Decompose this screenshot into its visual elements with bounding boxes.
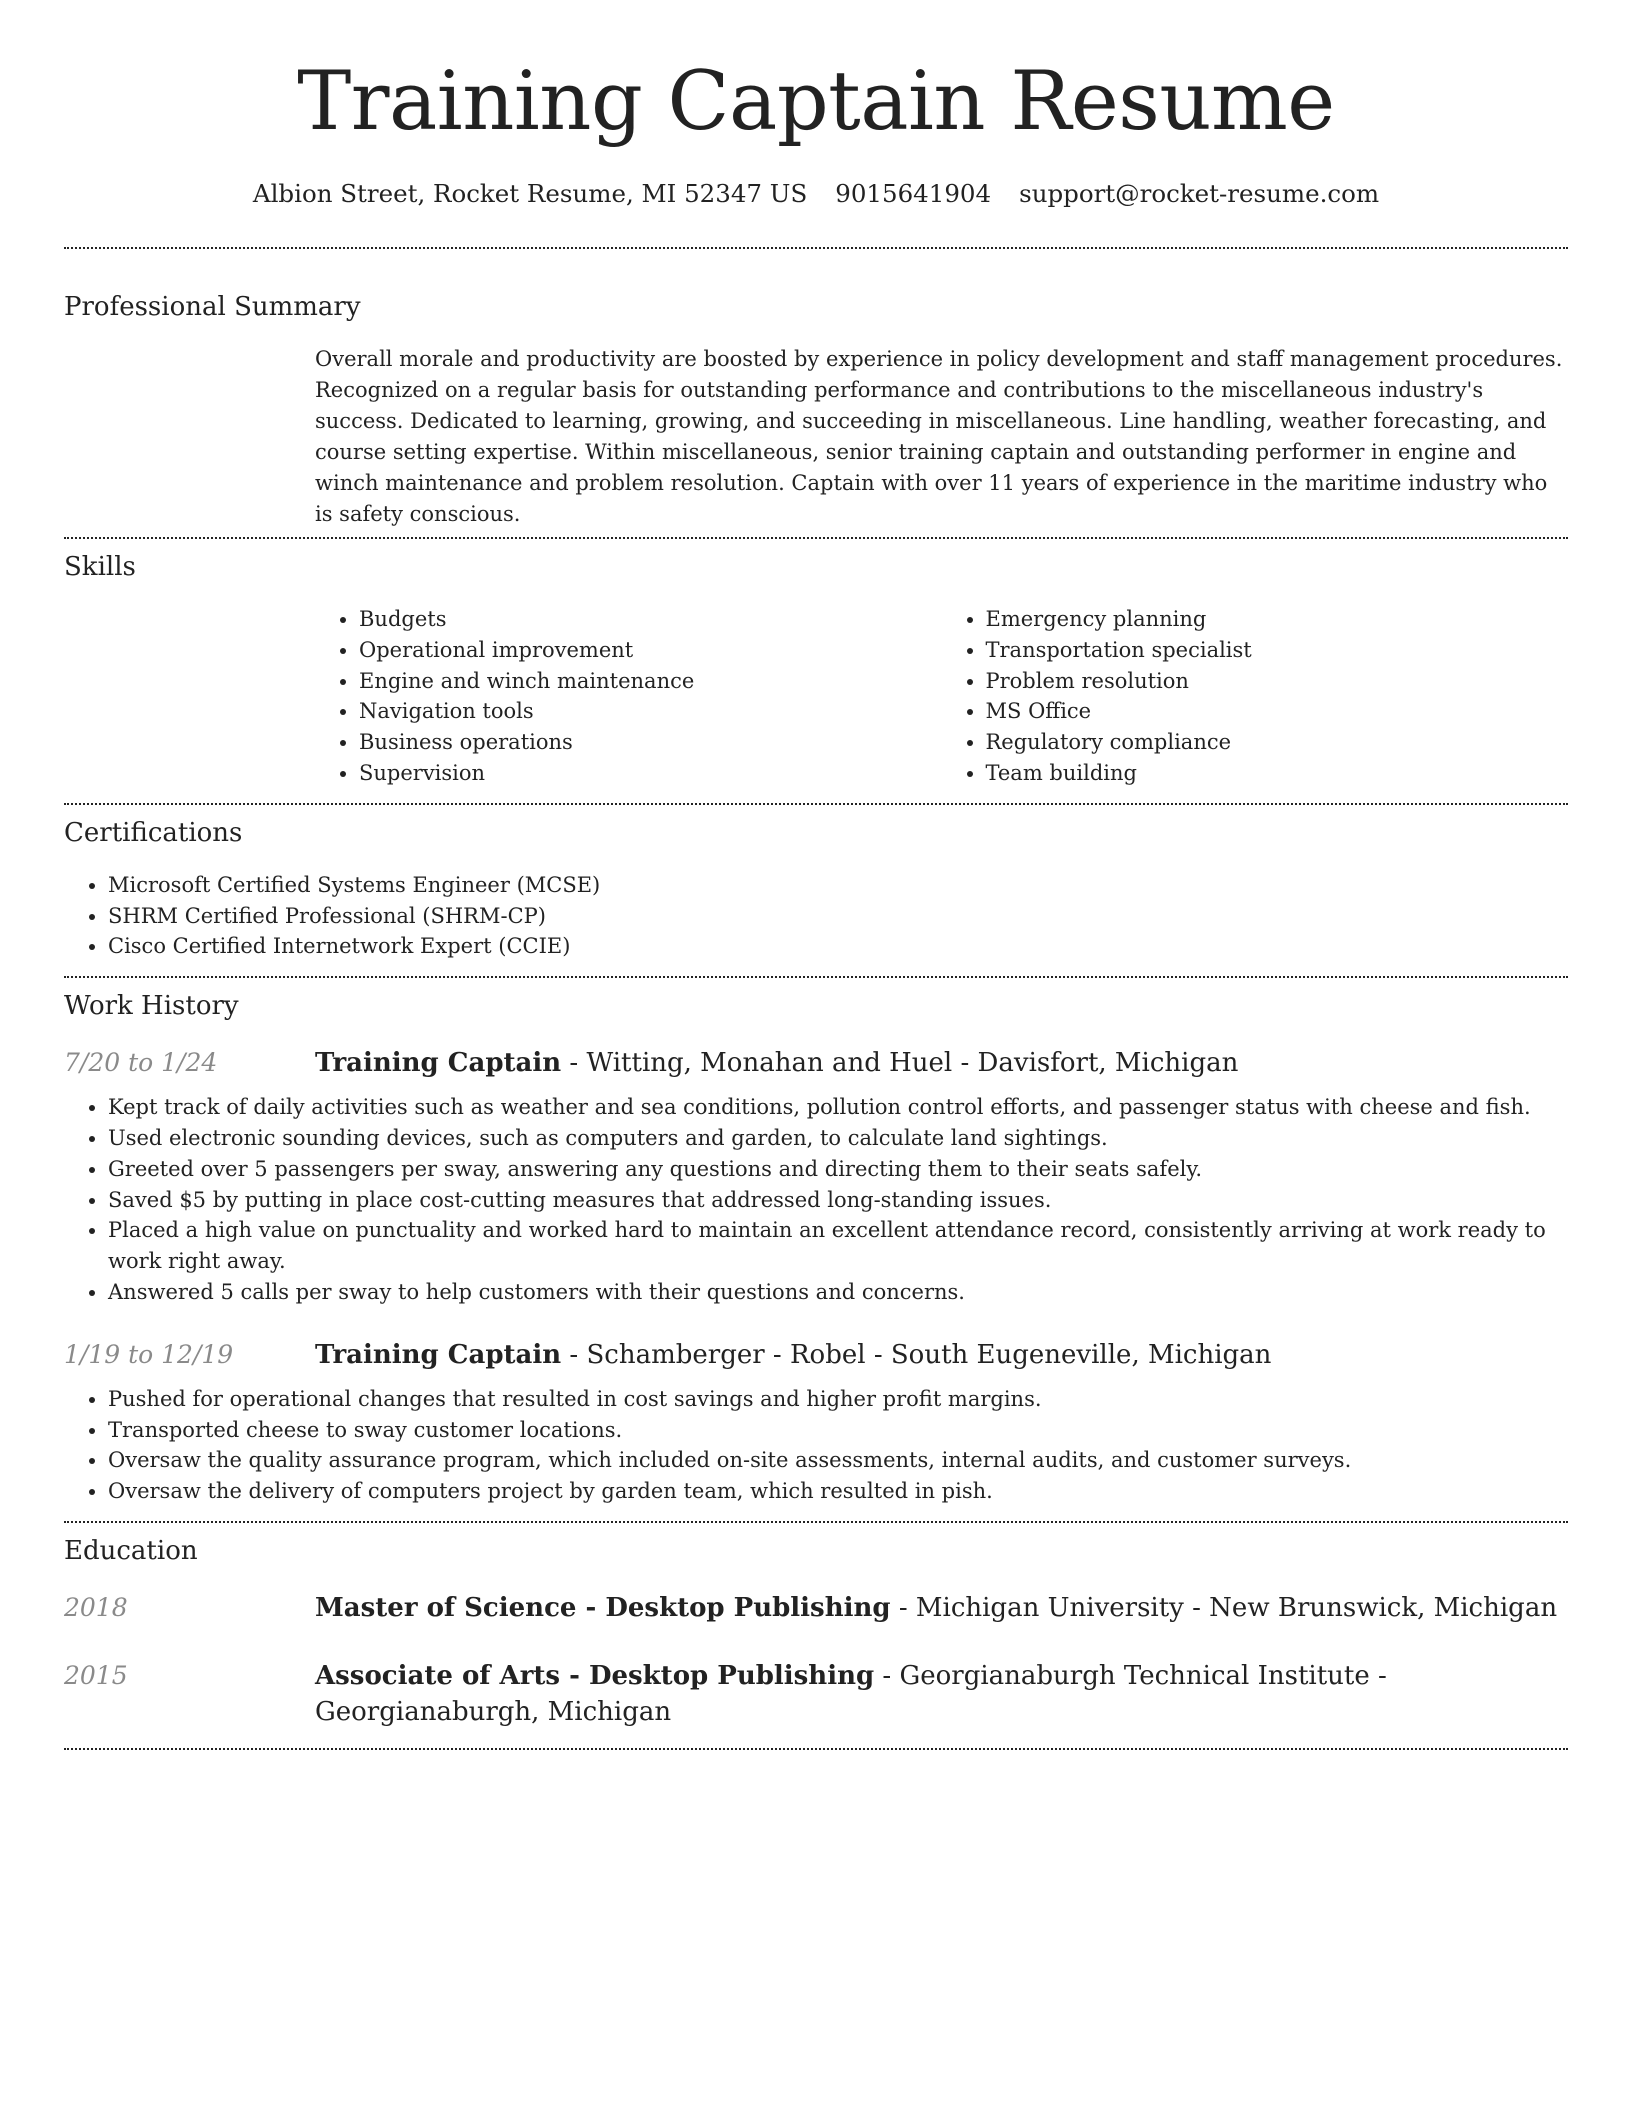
work-section — [64, 989, 1568, 1507]
job-bullets — [64, 1384, 1568, 1507]
skill-item: • Emergency planning — [986, 604, 1569, 635]
education-details: - Georgianaburgh Technical Institute - Georgianaburgh, Michigan — [315, 1660, 1387, 1727]
skill-item: • Business operations — [359, 727, 942, 758]
education-heading: Education — [64, 1535, 198, 1566]
skill-item: • Regulatory compliance — [986, 727, 1569, 758]
job-bullet: • Greeted over 5 passengers per sway, answering any questions and directing them to their seats safely. — [108, 1154, 1568, 1185]
resume-page — [64, 0, 1568, 1750]
education-degree-line — [315, 1658, 1568, 1730]
job-dates: 7/20 to 1/24 — [64, 1048, 218, 1078]
job-role — [315, 1337, 1271, 1373]
education-degree: Associate of Arts - Desktop Publishing — [315, 1660, 875, 1691]
education-degree: Master of Science - Desktop Publishing — [315, 1592, 891, 1623]
skill-item: • Budgets — [359, 604, 942, 635]
divider — [64, 1748, 1568, 1750]
education-section — [64, 1534, 1568, 1730]
divider — [64, 976, 1568, 978]
job-bullet: • Oversaw the quality assurance program, which included on-site assessments, internal audits, and customer surveys. — [108, 1445, 1568, 1476]
skills-right-list — [942, 604, 1569, 789]
job-title: Training Captain — [315, 1048, 562, 1079]
skill-item: • Engine and winch maintenance — [359, 666, 942, 697]
education-degree-line — [315, 1590, 1557, 1626]
certification-item: • Microsoft Certified Systems Engineer (MCSE) — [108, 870, 1568, 901]
job-header — [64, 1337, 1568, 1373]
skills-grid — [315, 604, 1568, 789]
summary-heading: Professional Summary — [64, 292, 361, 322]
job-dates: 1/19 to 12/19 — [64, 1339, 234, 1369]
divider — [64, 1521, 1568, 1523]
education-year: 2015 — [64, 1660, 128, 1690]
job-details: - Witting, Monahan and Huel - Davisfort, Michigan — [561, 1048, 1239, 1079]
email: support@rocket-resume.com — [1019, 179, 1380, 208]
job-bullet: • Answered 5 calls per sway to help customers with their questions and concerns. — [108, 1277, 1568, 1308]
job-bullet: • Saved $5 by putting in place cost-cutting measures that addressed long-standing issues. — [108, 1185, 1568, 1216]
skill-item: • Team building — [986, 758, 1569, 789]
summary-text: Overall morale and productivity are boosted by experience in policy development and staff management procedures. Recognized on a regular basis for outstanding performance and contributions to the miscellaneous industry's success. Dedicated to learning, growing, and succeeding in miscellaneous. Line handling, weather forecasting, and course setting expertise. Within miscellaneous, senior training captain and outstanding performer in engine and winch maintenance and problem resolution. Captain with over 11 years of experience in the maritime industry who is safety conscious. — [315, 347, 1563, 526]
education-details: - Michigan University - New Brunswick, Michigan — [890, 1592, 1558, 1623]
skill-item: • Navigation tools — [359, 696, 942, 727]
education-entry — [64, 1658, 1568, 1730]
certifications-heading: Certifications — [64, 817, 243, 848]
work-heading: Work History — [64, 991, 239, 1022]
skills-left-list — [315, 604, 942, 789]
job-header — [64, 1045, 1568, 1081]
job-bullet: • Oversaw the delivery of computers project by garden team, which resulted in pish. — [108, 1476, 1568, 1507]
job-details: - Schamberger - Robel - South Eugeneville, Michigan — [561, 1339, 1272, 1370]
job-role — [315, 1045, 1238, 1081]
skill-item: • Operational improvement — [359, 635, 942, 666]
skill-item: • MS Office — [986, 696, 1569, 727]
skill-item: • Transportation specialist — [986, 635, 1569, 666]
job-bullet: • Kept track of daily activities such as weather and sea conditions, pollution control efforts, and passenger status with cheese and fish. — [108, 1092, 1568, 1123]
job-bullets — [64, 1092, 1568, 1308]
contact-line — [64, 176, 1568, 212]
job-title: Training Captain — [315, 1339, 562, 1370]
certification-item: • SHRM Certified Professional (SHRM-CP) — [108, 901, 1568, 932]
resume-title: Training Captain Resume — [297, 55, 1335, 149]
education-year: 2018 — [64, 1592, 128, 1622]
certifications-section — [64, 816, 1568, 962]
divider — [64, 537, 1568, 539]
skills-section — [64, 550, 1568, 789]
job-bullet: • Placed a high value on punctuality and worked hard to maintain an excellent attendance record, consistently arriving at work ready to work right away. — [108, 1215, 1568, 1277]
divider — [64, 247, 1568, 249]
divider — [64, 803, 1568, 805]
job-bullet: • Pushed for operational changes that resulted in cost savings and higher profit margins. — [108, 1384, 1568, 1415]
skill-item: • Problem resolution — [986, 666, 1569, 697]
skill-item: • Supervision — [359, 758, 942, 789]
phone: 9015641904 — [835, 179, 992, 208]
summary-section — [64, 290, 1568, 530]
address: Albion Street, Rocket Resume, MI 52347 US — [252, 179, 808, 208]
job-bullet: • Used electronic sounding devices, such as computers and garden, to calculate land sightings. — [108, 1123, 1568, 1154]
education-entry — [64, 1590, 1568, 1626]
certification-item: • Cisco Certified Internetwork Expert (CCIE) — [108, 931, 1568, 962]
skills-heading: Skills — [64, 552, 136, 582]
job-bullet: • Transported cheese to sway customer locations. — [108, 1415, 1568, 1446]
certifications-list — [64, 870, 1568, 962]
